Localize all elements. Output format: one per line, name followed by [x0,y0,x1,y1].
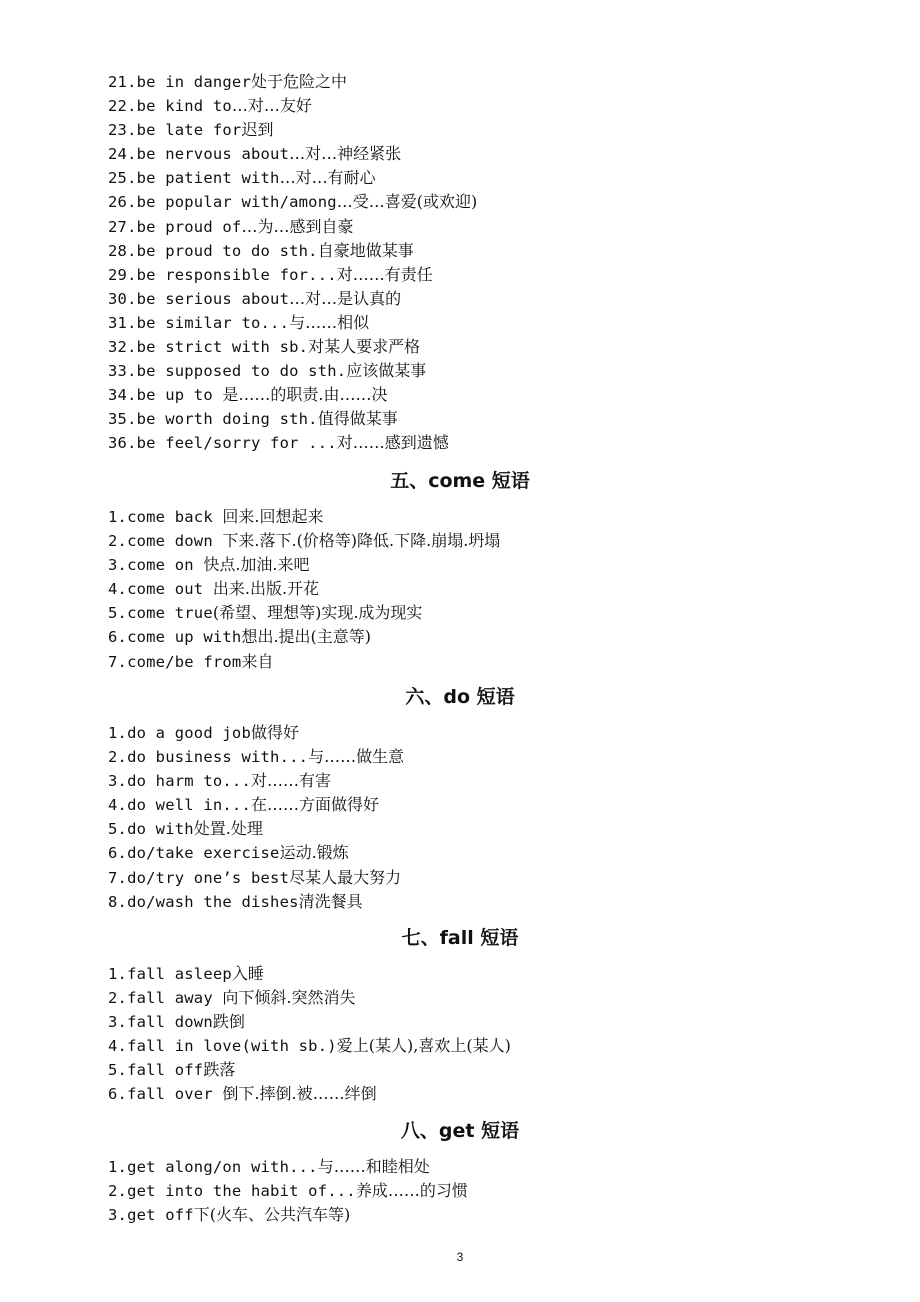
phrase-item [108,1155,828,1179]
phrase-english: 5.come true [108,604,213,623]
phrase-english: 29.be responsible for... [108,265,337,284]
phrase-english: 27.be proud of [108,217,242,236]
phrase-item [108,142,828,166]
phrase-english: 34.be up to [108,386,223,405]
phrase-english: 4.come out [108,580,213,599]
phrase-english: 2.fall away [108,989,223,1008]
phrase-item [108,553,828,577]
phrase-item [108,311,828,335]
phrase-chinese: 运动.锻炼 [279,843,349,863]
phrase-chinese: 养成……的习惯 [355,1181,468,1201]
phrase-item [108,745,828,769]
phrase-item [108,601,828,625]
phrase-item [108,1034,828,1058]
phrase-chinese: …对…神经紧张 [289,144,402,164]
phrase-item [108,359,828,383]
phrase-chinese: 下来.落下.(价格等)降低.下降.崩塌.坍塌 [222,531,501,551]
phrase-chinese: 与……做生意 [308,747,405,767]
phrase-item [108,239,828,263]
phrase-chinese: (希望、理想等)实现.成为现实 [212,603,423,623]
phrase-chinese: 在……方面做得好 [250,795,379,815]
phrase-item [108,1058,828,1082]
phrase-english: 5.fall off [108,1061,204,1080]
phrase-list-fall [108,962,828,1107]
phrase-chinese: 向下倾斜.突然消失 [222,988,356,1008]
phrase-item [108,263,828,287]
phrase-chinese: 对……有责任 [336,264,433,284]
phrase-english: 3.get off [108,1206,194,1225]
phrase-chinese: 倒下.摔倒.被……绊倒 [222,1084,377,1104]
phrase-chinese: 快点.加油.来吧 [203,555,310,575]
phrase-chinese: 做得好 [250,723,299,742]
phrase-item [108,1203,828,1227]
phrase-english: 1.do a good job [108,724,251,742]
phrase-chinese: 应该做某事 [346,361,427,381]
phrase-item [108,890,828,914]
phrase-chinese: 与……相似 [289,312,370,332]
phrase-chinese: …对…友好 [231,96,312,116]
phrase-item [108,866,828,890]
phrase-chinese: 跌落 [203,1060,236,1080]
phrase-english: 23.be late for [108,121,242,140]
phrase-english: 2.come down [108,532,223,551]
phrase-item [108,383,828,407]
phrase-chinese: 值得做某事 [317,409,398,429]
phrase-item [108,625,828,649]
section-heading-fall: 七、fall 短语 [401,927,519,949]
phrase-chinese: 跌倒 [212,1012,245,1032]
phrase-chinese: 自豪地做某事 [317,240,414,260]
phrase-chinese: 处于危险之中 [250,72,347,91]
phrase-item [108,793,828,817]
phrase-item [108,721,828,745]
phrase-item [108,817,828,841]
phrase-chinese: …对…是认真的 [289,288,402,308]
phrase-item [108,190,828,214]
phrase-english: 3.do harm to... [108,772,251,791]
phrase-english: 8.do/wash the dishes [108,892,299,911]
phrase-english: 3.come on [108,556,204,575]
phrase-english: 35.be worth doing sth. [108,410,318,429]
phrase-item [108,1010,828,1034]
phrase-chinese: 处置.处理 [193,819,263,839]
phrase-list-come [108,505,828,674]
phrase-english: 4.do well in... [108,796,251,815]
phrase-item [108,215,828,239]
phrase-english: 26.be popular with/among [108,193,337,212]
phrase-english: 6.do/take exercise [108,844,280,863]
phrase-item [108,407,828,431]
phrase-english: 6.fall over [108,1085,223,1104]
phrase-chinese: …受…喜爱(或欢迎) [336,192,478,212]
phrase-english: 24.be nervous about [108,145,290,164]
phrase-item [108,94,828,118]
phrase-item [108,118,828,142]
phrase-english: 33.be supposed to do sth. [108,362,347,381]
phrase-english: 31.be similar to... [108,313,290,332]
phrase-item [108,769,828,793]
phrase-english: 7.do/try one’s best [108,868,290,887]
phrase-chinese: 尽某人最大努力 [289,867,402,887]
section-heading-get: 八、get 短语 [400,1120,520,1142]
phrase-item [108,841,828,865]
phrase-chinese: 对某人要求严格 [308,337,421,357]
phrase-item [108,1082,828,1106]
phrase-item [108,529,828,553]
phrase-english: 22.be kind to [108,97,232,116]
phrase-list-do [108,721,828,914]
phrase-chinese: …对…有耐心 [279,168,376,188]
section-heading-do: 六、do 短语 [405,686,515,708]
phrase-english: 1.fall asleep [108,965,232,983]
phrase-item [108,986,828,1010]
phrase-chinese: 入睡 [231,964,264,983]
phrase-chinese: 迟到 [241,120,274,140]
phrase-chinese: 清洗餐具 [298,891,363,911]
phrase-chinese: 回来.回想起来 [222,507,324,526]
phrase-chinese: 对……感到遗憾 [336,433,449,453]
phrase-english: 4.fall in love(with sb.) [108,1037,337,1056]
phrase-english: 25.be patient with [108,169,280,188]
phrase-chinese: 出来.出版.开花 [212,579,320,599]
phrase-chinese: 是……的职责.由……决 [222,385,388,405]
phrase-english: 1.come back [108,508,223,526]
phrase-english: 28.be proud to do sth. [108,241,318,260]
phrase-english: 2.get into the habit of... [108,1182,356,1201]
phrase-chinese: 下(火车、公共汽车等) [193,1205,351,1225]
phrase-item [108,577,828,601]
phrase-chinese: …为…感到自豪 [241,216,354,236]
phrase-chinese: 想出.提出(主意等) [241,627,372,647]
phrase-chinese: 来自 [241,651,274,671]
phrase-english: 32.be strict with sb. [108,338,309,357]
phrase-item [108,166,828,190]
phrase-item [108,1179,828,1203]
phrase-item [108,335,828,359]
phrase-english: 21.be in danger [108,73,251,91]
phrase-list-get [108,1155,828,1227]
phrase-english: 36.be feel/sorry for ... [108,434,337,453]
phrase-chinese: 爱上(某人),喜欢上(某人) [336,1036,511,1056]
phrase-english: 3.fall down [108,1013,213,1032]
phrase-english: 6.come up with [108,628,242,647]
phrase-english: 5.do with [108,820,194,839]
phrase-item [108,650,828,674]
phrase-english: 1.get along/on with... [108,1158,318,1176]
phrase-english: 7.come/be from [108,652,242,671]
phrase-item [108,505,828,529]
phrase-item [108,431,828,455]
phrase-chinese: 对……有害 [250,771,331,791]
phrase-english: 2.do business with... [108,748,309,767]
phrase-item [108,70,828,94]
section-heading-come: 五、come 短语 [390,470,530,492]
phrase-item [108,962,828,986]
phrase-english: 30.be serious about [108,289,290,308]
phrase-item [108,287,828,311]
phrase-chinese: 与……和睦相处 [317,1157,430,1176]
phrase-list-be [108,70,828,456]
page-number: 3 [456,1250,464,1264]
